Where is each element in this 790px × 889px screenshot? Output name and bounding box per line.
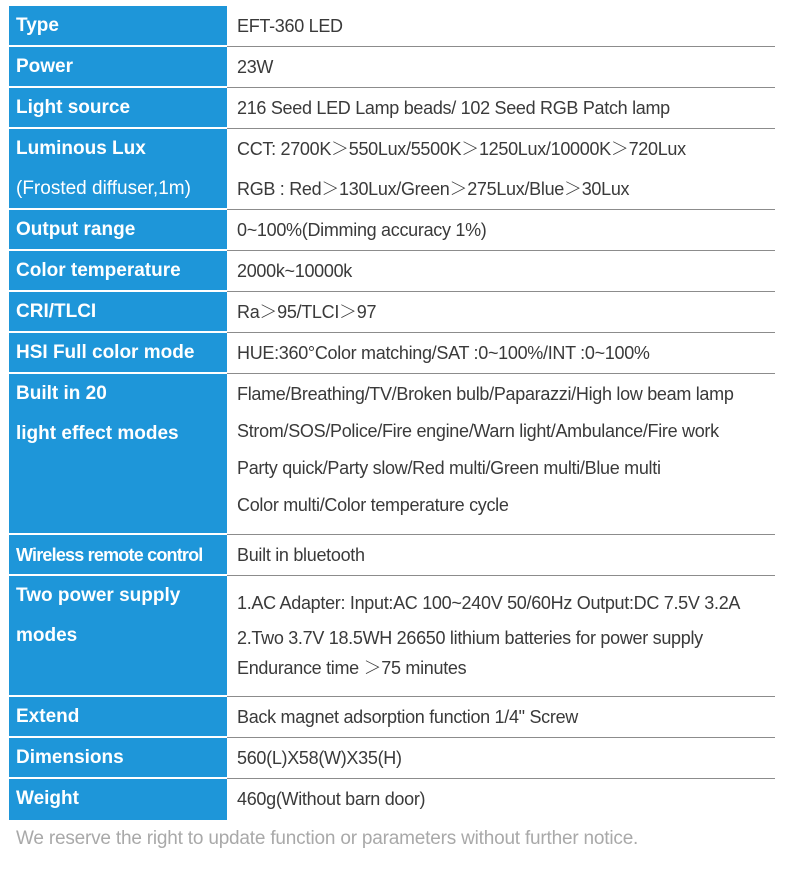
spec-row-luminous-lux [9, 129, 775, 210]
spec-label-text: modes [16, 625, 78, 646]
spec-value [227, 88, 775, 128]
spec-label-text: Extend [16, 706, 80, 727]
footer-disclaimer: We reserve the right to update function or parameters without further notice. [16, 828, 639, 849]
spec-label-text: Power [16, 56, 74, 77]
spec-label-text: Output range [16, 219, 136, 240]
spec-label [9, 779, 227, 820]
spec-label-text: Type [16, 15, 59, 36]
spec-value-text: 23W [237, 57, 274, 77]
spec-label-text: Built in 20 [16, 383, 107, 404]
spec-label [9, 129, 227, 210]
spec-label-text: Color temperature [16, 260, 181, 281]
spec-row-light-source [9, 88, 775, 129]
spec-value-text: 460g(Without barn door) [237, 789, 426, 809]
spec-value-text: HUE:360°Color matching/SAT :0~100%/INT :0~100% [237, 343, 650, 363]
spec-label-text: Dimensions [16, 747, 124, 768]
spec-label [9, 6, 227, 47]
spec-value-text: 0~100%(Dimming accuracy 1%) [237, 220, 487, 240]
spec-label-text: Weight [16, 788, 79, 809]
spec-label-text: Light source [16, 97, 131, 118]
spec-value-text: 1.AC Adapter: Input:AC 100~240V 50/60Hz Output:DC 7.5V 3.2A [237, 593, 741, 613]
spec-value-text: RGB : Red＞130Lux/Green＞275Lux/Blue＞30Lux [237, 179, 630, 199]
spec-value [227, 129, 775, 209]
spec-label [9, 535, 227, 576]
spec-value [227, 738, 775, 778]
spec-row-power-supply [9, 576, 775, 697]
spec-label [9, 374, 227, 535]
spec-value [227, 576, 775, 696]
spec-value-text: EFT-360 LED [237, 16, 343, 36]
spec-value-text: CCT: 2700K＞550Lux/5500K＞1250Lux/10000K＞720Lux [237, 139, 686, 159]
spec-value-text: Color multi/Color temperature cycle [237, 495, 509, 515]
spec-value [227, 697, 775, 737]
spec-value-text: 560(L)X58(W)X35(H) [237, 748, 402, 768]
spec-value [227, 210, 775, 250]
spec-value [227, 374, 775, 534]
spec-value [227, 535, 775, 575]
spec-label-text: Luminous Lux [16, 138, 146, 159]
spec-label [9, 210, 227, 251]
spec-row-power [9, 47, 775, 88]
spec-value-text: Back magnet adsorption function 1/4" Screw [237, 707, 578, 727]
spec-value-text: 216 Seed LED Lamp beads/ 102 Seed RGB Patch lamp [237, 98, 670, 118]
spec-value [227, 779, 775, 819]
spec-row-light-effects [9, 374, 775, 535]
spec-row-color-temperature [9, 251, 775, 292]
spec-label-text: HSI Full color mode [16, 342, 195, 363]
spec-label [9, 738, 227, 779]
spec-row-extend [9, 697, 775, 738]
spec-label-text: light effect modes [16, 423, 179, 444]
spec-row-weight [9, 779, 775, 819]
spec-value [227, 333, 775, 373]
spec-label [9, 697, 227, 738]
spec-row-type [9, 6, 775, 47]
spec-label-subtext: (Frosted diffuser,1m) [16, 178, 191, 199]
spec-label [9, 88, 227, 129]
spec-value [227, 6, 775, 46]
spec-value-text: 2.Two 3.7V 18.5WH 26650 lithium batteries for power supply [237, 628, 703, 648]
spec-value-text: Strom/SOS/Police/Fire engine/Warn light/Ambulance/Fire work [237, 421, 719, 441]
spec-table [9, 6, 775, 819]
spec-value-text: Ra＞95/TLCI＞97 [237, 302, 377, 322]
spec-value-text: Built in bluetooth [237, 545, 365, 565]
spec-label [9, 47, 227, 88]
spec-value-text: Endurance time ＞75 minutes [237, 658, 467, 678]
spec-value-text: 2000k~10000k [237, 261, 353, 281]
spec-row-wireless-remote [9, 535, 775, 576]
spec-value [227, 47, 775, 87]
spec-value [227, 292, 775, 332]
spec-label [9, 333, 227, 374]
spec-label-text: Two power supply [16, 585, 181, 606]
spec-value [227, 251, 775, 291]
spec-label-text: CRI/TLCI [16, 301, 97, 322]
spec-row-cri-tlci [9, 292, 775, 333]
spec-label [9, 576, 227, 697]
spec-value-text: Flame/Breathing/TV/Broken bulb/Paparazzi/High low beam lamp [237, 384, 734, 404]
spec-row-hsi-mode [9, 333, 775, 374]
spec-label [9, 292, 227, 333]
spec-row-output-range [9, 210, 775, 251]
spec-row-dimensions [9, 738, 775, 779]
spec-value-text: Party quick/Party slow/Red multi/Green multi/Blue multi [237, 458, 661, 478]
spec-label-text: Wireless remote control [16, 545, 203, 565]
spec-label [9, 251, 227, 292]
